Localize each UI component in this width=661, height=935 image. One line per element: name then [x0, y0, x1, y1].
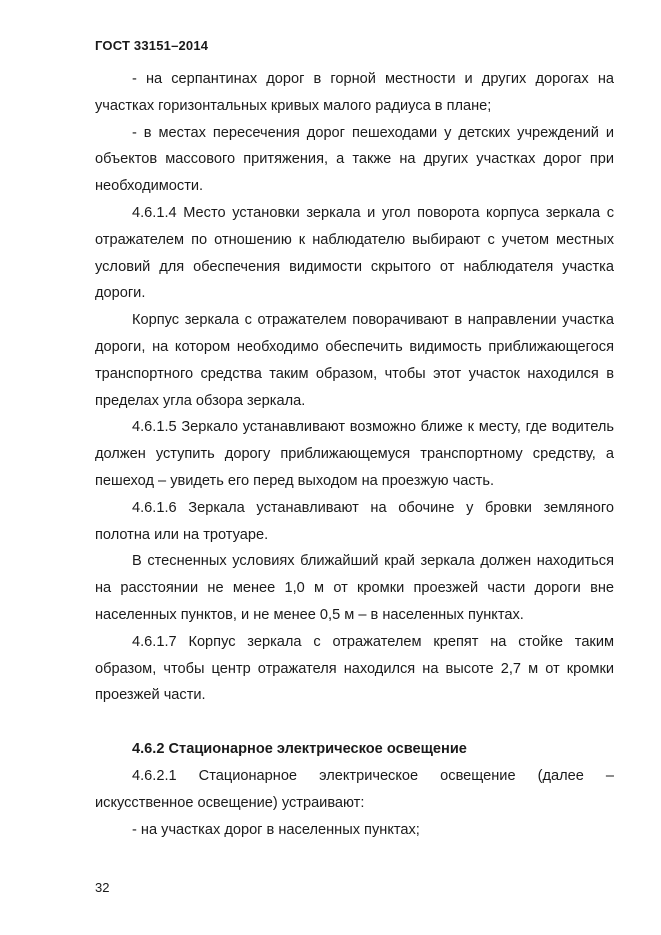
- paragraph-4-6-1-4: 4.6.1.4 Место установки зеркала и угол поворота корпуса зеркала с отражателем по отношению к наблюдателю выбирают с учетом местных условий для обеспечения видимости скрытого от наблюдателя участка дороги.: [95, 204, 614, 302]
- paragraph-4-6-1-7: 4.6.1.7 Корпус зеркала с отражателем крепят на стойке таким образом, чтобы центр отражателя находился на высоте 2,7 м от кромки проезжей части.: [95, 633, 614, 704]
- paragraph-serpentine-roads: - на серпантинах дорог в горной местности и других дорогах на участках горизонтальных кривых малого радиуса в плане;: [95, 71, 614, 114]
- paragraph-mirror-rotation: Корпус зеркала с отражателем поворачивают в направлении участка дороги, на котором необходимо обеспечить видимость приближающегося транспортного средства таким образом, чтобы этот участок находился в пределах угла обзора зеркала.: [95, 312, 614, 409]
- paragraph-4-6-2-1: 4.6.2.1 Стационарное электрическое освещение (далее – искусственное освещение) устраивают:: [95, 767, 614, 811]
- paragraph-4-6-1-5: 4.6.1.5 Зеркало устанавливают возможно ближе к месту, где водитель должен уступить дорогу приближающемуся транспортному средству, а пешеход – увидеть его перед выходом на проезжую часть.: [95, 419, 614, 489]
- paragraph-pedestrian-crossings: - в местах пересечения дорог пешеходами у детских учреждений и объектов массового притяжения, а также на других участках дорог при необходимости.: [95, 124, 614, 195]
- page-body: [95, 66, 614, 843]
- paragraph-4-6-1-6: 4.6.1.6 Зеркала устанавливают на обочине у бровки земляного полотна или на тротуаре.: [95, 499, 614, 543]
- page-number: 32: [95, 880, 110, 895]
- document-header: ГОСТ 33151–2014: [95, 38, 209, 53]
- paragraph-constrained-conditions: В стесненных условиях ближайший край зеркала должен находиться на расстоянии не менее 1,0 м от кромки проезжей части дороги вне населенных пунктов, и не менее 0,5 м – в населенных пунктах.: [95, 553, 614, 623]
- section-heading-4-6-2: 4.6.2 Стационарное электрическое освещение: [132, 741, 467, 758]
- paragraph-settlement-roads: - на участках дорог в населенных пунктах;: [132, 821, 420, 838]
